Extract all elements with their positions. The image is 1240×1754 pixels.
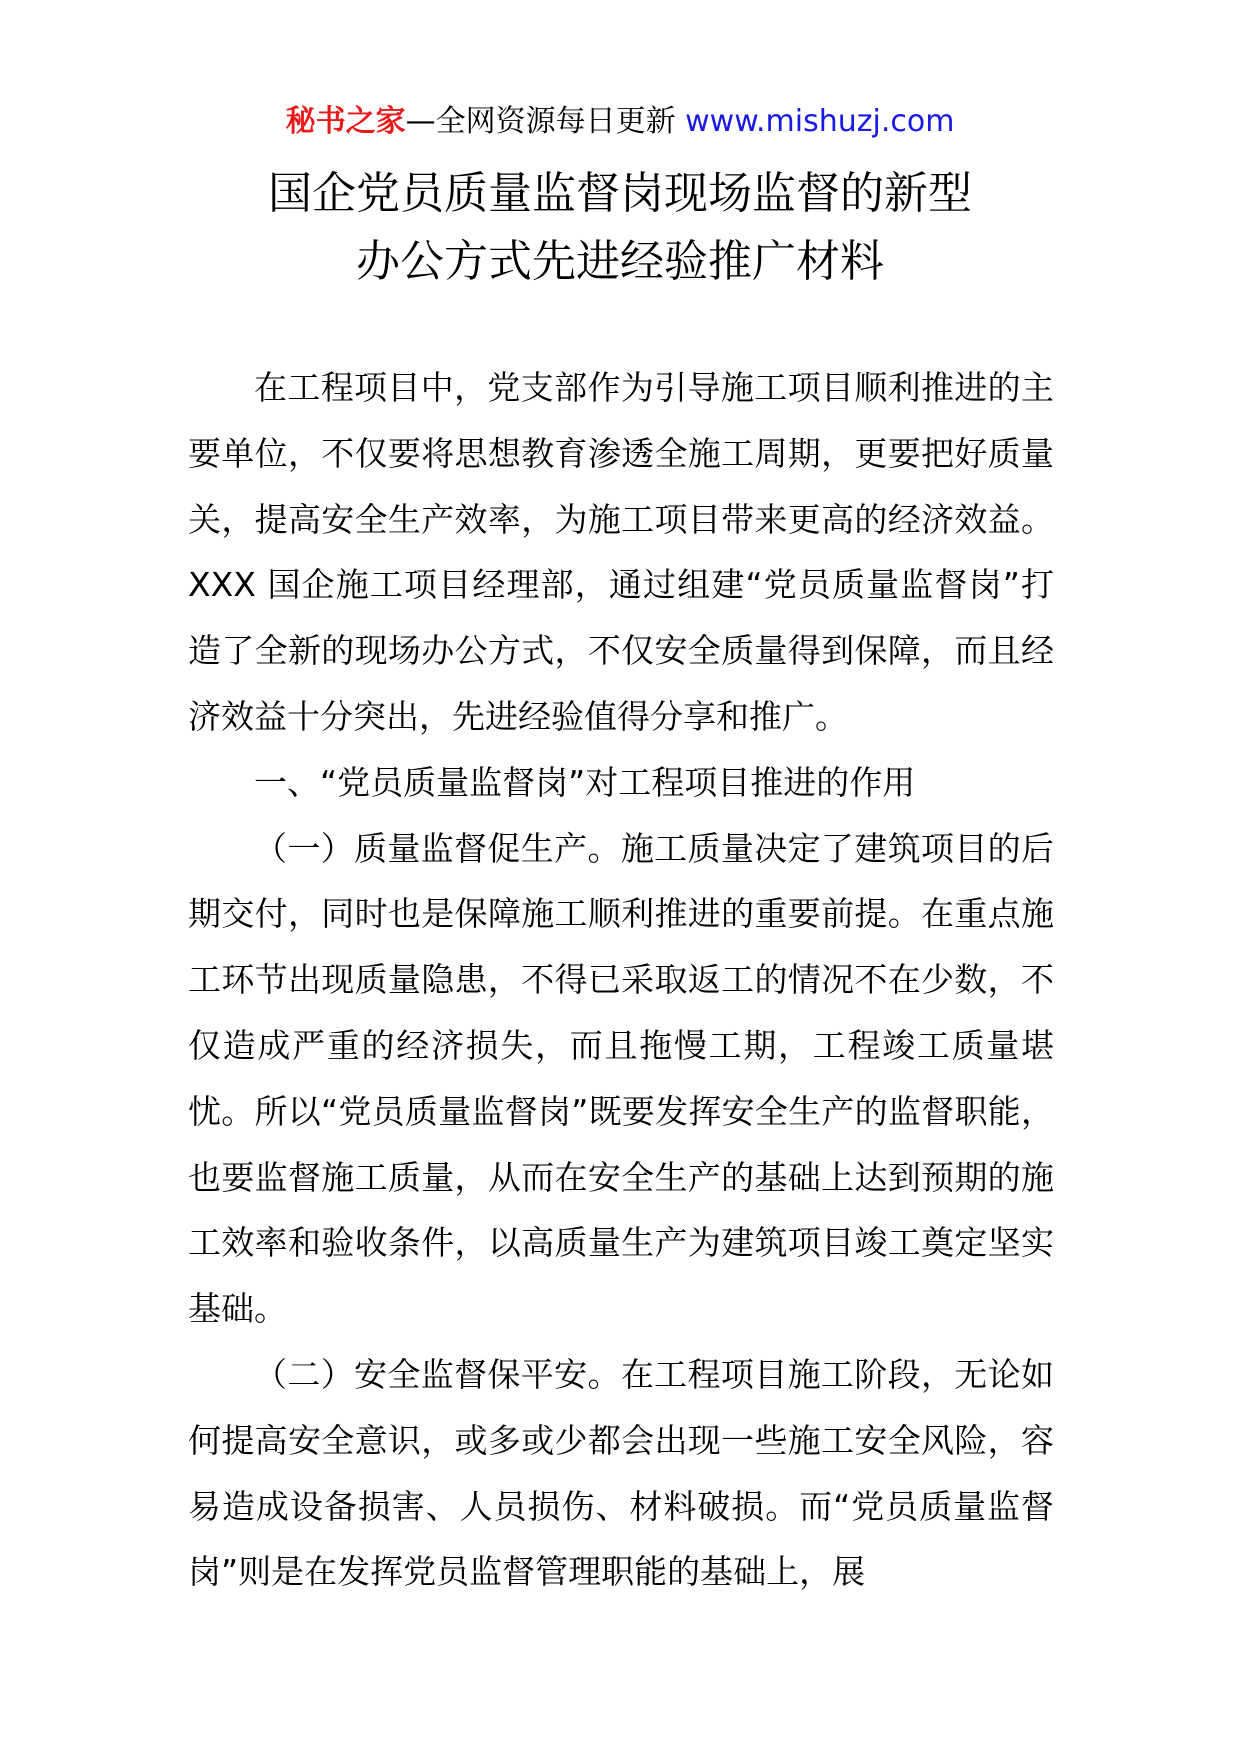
paragraph-quality-supervision: （一）质量监督促生产。施工质量决定了建筑项目的后期交付，同时也是保障施工顺利推进的重要前提。在重点施工环节出现质量隐患，不得已采取返工的情况不在少数，不仅造成严重的经济损失，而且拖慢工期，工程竣工质量堪忧。所以“党员质量监督岗”既要发挥安全生产的监督职能，也要监督施工质量，从而在安全生产的基础上达到预期的施工效率和验收条件，以高质量生产为建筑项目竣工奠定坚实基础。 [188, 828, 1054, 1329]
brand-name: 秘书之家 [285, 104, 406, 139]
header-slogan: —全网资源每日更新 [405, 104, 686, 139]
paragraph-safety-supervision: （二）安全监督保平安。在工程项目施工阶段，无论如何提高安全意识，或多或少都会出现一些施工安全风险，容易造成设备损害、人员损伤、材料破损。而“党员质量监督岗”则是在发挥党员监督管理职能的基础上，展 [188, 1354, 1054, 1592]
document-body [188, 355, 1054, 1605]
document-title-line-2: 办公方式先进经验推广材料 [356, 236, 884, 287]
header-banner [0, 100, 1240, 144]
document-title-line-1: 国企党员质量监督岗现场监督的新型 [268, 168, 972, 219]
paragraph-intro: 在工程项目中，党支部作为引导施工项目顺利推进的主要单位，不仅要将思想教育渗透全施工周期，更要把好质量关，提高安全生产效率，为施工项目带来更高的经济效益。XXX 国企施工项目经理部，通过组建“党员质量监督岗”打造了全新的现场办公方式，不仅安全质量得到保障，而且经济效益十分突出，先进经验值得分享和推广。 [188, 368, 1054, 736]
section-heading-1: 一、“党员质量监督岗”对工程项目推进的作用 [254, 762, 916, 802]
site-url-link[interactable]: www.mishuzj.com [685, 104, 955, 139]
